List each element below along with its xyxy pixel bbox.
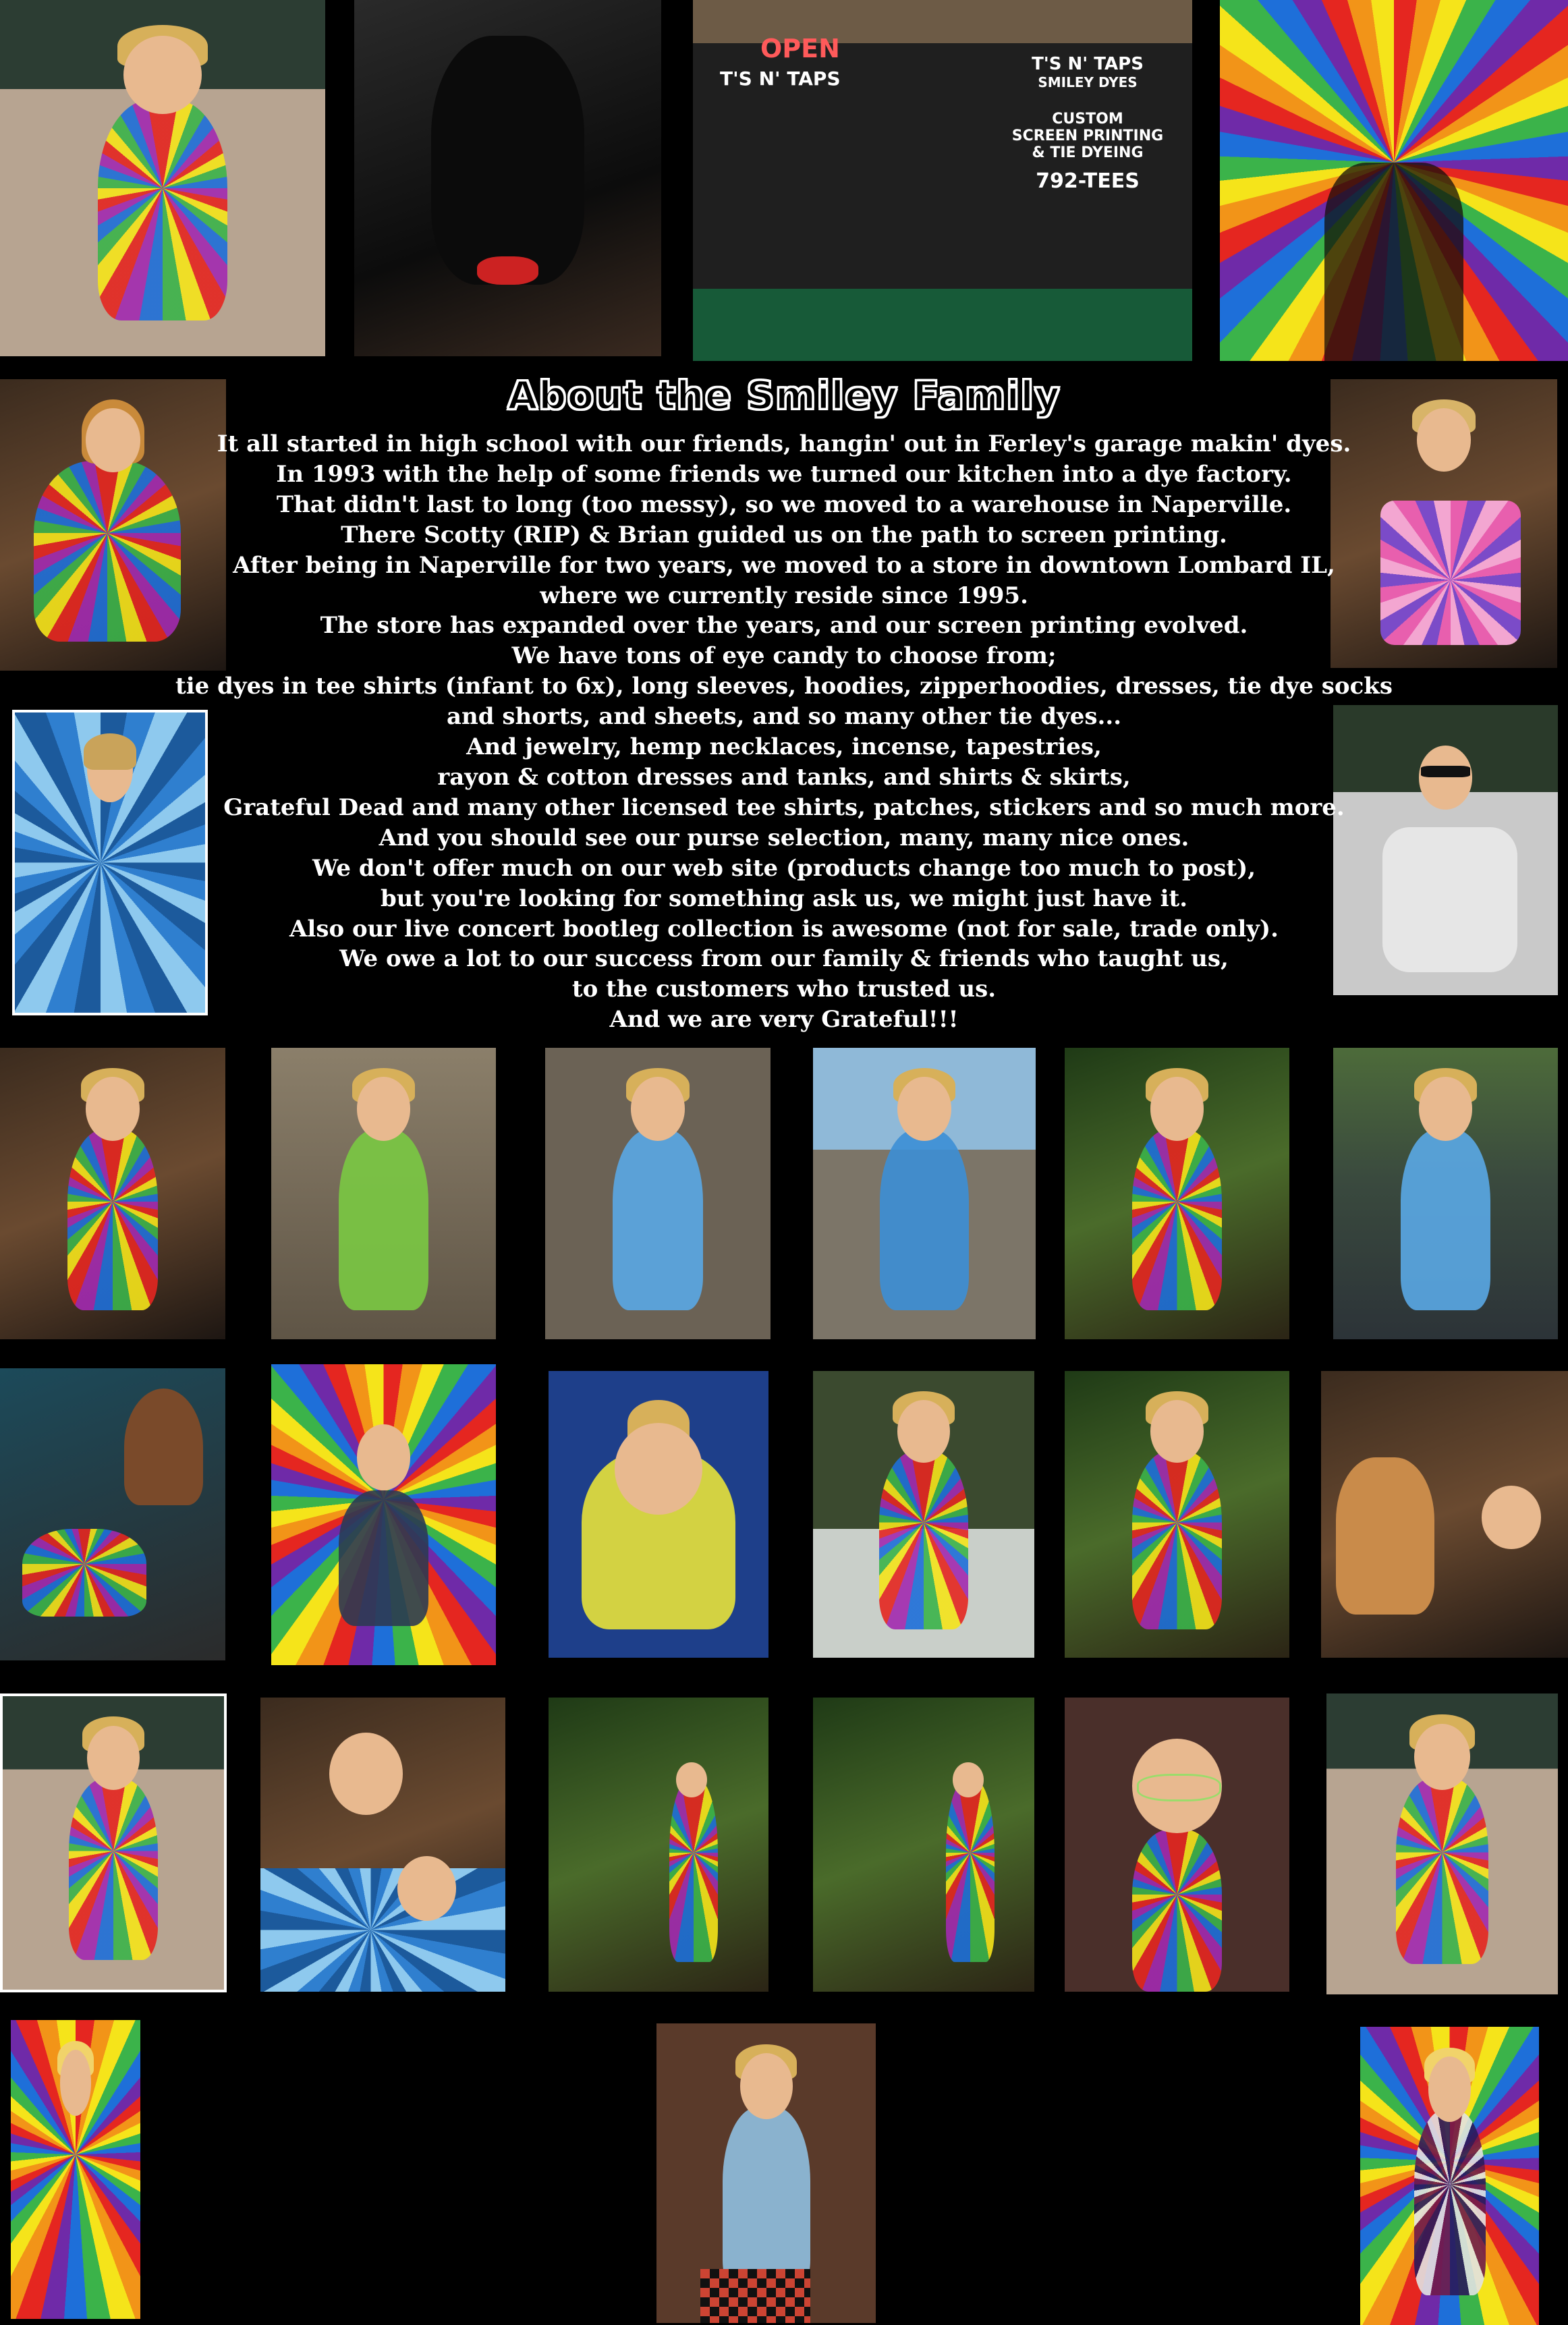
story-line: In 1993 with the help of some friends we turned our kitchen into a dye factory. <box>276 460 1292 488</box>
photo-boy-on-checkerboard <box>656 2023 876 2323</box>
story-line: And we are very Grateful!!! <box>609 1006 959 1034</box>
right-window-line-4: SCREEN PRINTING <box>1011 128 1164 144</box>
story-line: We don't offer much on our web site (products change too much to post), <box>312 854 1256 882</box>
page-title: About the Smiley Family <box>507 372 1061 418</box>
story-line: There Scotty (RIP) & Brian guided us on the path to screen printing. <box>341 521 1227 549</box>
photo-boy-with-rainbow-dog-statue <box>0 0 325 356</box>
right-window-line-6: 792-TEES <box>1036 169 1140 193</box>
photo-girl-in-dark-tie-dye <box>1360 2027 1539 2325</box>
photo-boy-on-dog-statue <box>1326 1693 1558 1994</box>
story-line: We owe a lot to our success from our family & friends who taught us, <box>339 945 1229 973</box>
photo-family-at-storefront <box>693 0 1192 361</box>
story-line: but you're looking for something ask us, we might just have it. <box>380 885 1188 912</box>
open-sign: OPEN <box>760 34 840 63</box>
photo-boy-on-car <box>813 1371 1034 1658</box>
story-line: Also our live concert bootleg collection is awesome (not for sale, trade only). <box>289 915 1279 943</box>
photo-silhouette-on-tie-dye <box>1220 0 1568 361</box>
photo-baby-on-tie-dye <box>271 1364 496 1665</box>
photo-black-dog-at-counter <box>354 0 661 356</box>
story-line: The store has expanded over the years, and our screen printing evolved. <box>320 612 1248 640</box>
photo-boy-in-woods <box>1065 1371 1289 1658</box>
story-line: It all started in high school with our friends, hangin' out in Ferley's garage makin' dyes. <box>217 430 1351 457</box>
story-line: And jewelry, hemp necklaces, incense, tapestries, <box>466 733 1102 761</box>
left-window-sign: T'S N' TAPS <box>720 67 841 90</box>
story-line: We have tons of eye candy to choose from; <box>511 642 1057 670</box>
photo-woman-with-baby <box>0 1368 225 1660</box>
photo-man-holding-baby <box>260 1698 505 1992</box>
photo-toddler-with-glasses <box>1065 1698 1289 1992</box>
story-line: to the customers who trusted us. <box>571 976 997 1003</box>
story-line: and shorts, and sheets, and so many other tie dyes... <box>446 703 1122 731</box>
right-window-line-1: T'S N' TAPS <box>1032 54 1144 74</box>
story-line: where we currently reside since 1995. <box>540 582 1028 609</box>
story-line: And you should see our purse selection, many, many nice ones. <box>379 824 1189 851</box>
right-window-line-3: CUSTOM <box>1052 111 1123 128</box>
photo-dog-and-baby <box>1321 1371 1568 1658</box>
photo-boy-on-rainbow-dog <box>0 1693 227 1992</box>
photo-boy-on-tank <box>1333 1048 1558 1339</box>
photo-boy-in-forest <box>549 1698 768 1992</box>
story-line: Grateful Dead and many other licensed tee shirts, patches, stickers and so much more. <box>223 793 1345 821</box>
story-line: After being in Naperville for two years, we moved to a store in downtown Lombard IL, <box>233 551 1335 579</box>
story-line: That didn't last to long (too messy), so we moved to a warehouse in Naperville. <box>276 491 1292 518</box>
photo-boy-by-tree <box>1065 1048 1289 1339</box>
photo-girl-in-tie-dye-dress <box>11 2020 140 2319</box>
about-story <box>169 429 1399 1035</box>
story-line: rayon & cotton dresses and tanks, and shirts & skirts, <box>437 763 1131 791</box>
photo-boy-smiling <box>0 1048 225 1339</box>
photo-boy-on-statue <box>813 1048 1036 1339</box>
right-window-line-2: SMILEY DYES <box>1038 74 1138 90</box>
photo-boy-on-couch <box>545 1048 771 1339</box>
photo-boy-closeup <box>549 1371 768 1658</box>
photo-boy-by-trunk <box>813 1698 1034 1992</box>
right-window-line-5: & TIE DYEING <box>1032 144 1144 161</box>
photo-boy-on-rocks <box>271 1048 496 1339</box>
story-line: tie dyes in tee shirts (infant to 6x), long sleeves, hoodies, zipperhoodies, dresses, tie dye socks <box>175 673 1393 700</box>
